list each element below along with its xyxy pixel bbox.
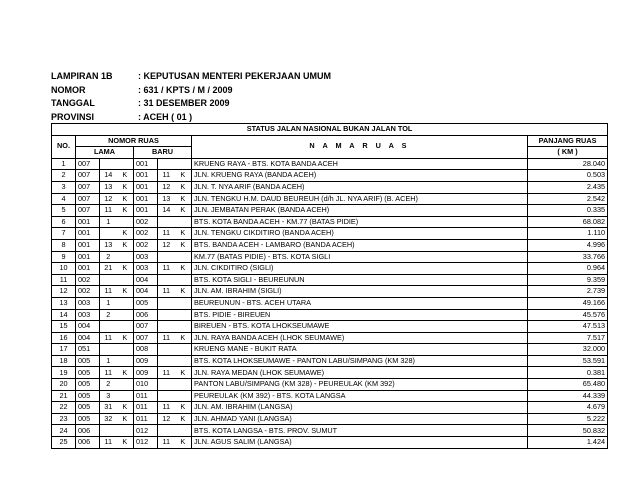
row-number: 4 — [52, 193, 76, 205]
baru-sub — [158, 216, 175, 228]
road-name: BEUREUNUN - BTS. ACEH UTARA — [192, 297, 528, 309]
baru-flag — [175, 344, 192, 356]
road-name: JLN. TENGKU H.M. DAUD BEUREUH (d/h JL. NYA ARIF) (B. ACEH) — [192, 193, 528, 205]
baru-code: 002 — [134, 239, 158, 251]
road-length: 2.739 — [528, 286, 608, 298]
row-number: 9 — [52, 251, 76, 263]
baru-sub — [158, 321, 175, 333]
lama-sub: 11 — [100, 205, 117, 217]
col-lama-header: LAMA — [76, 147, 134, 159]
lama-flag: K — [117, 181, 134, 193]
row-number: 16 — [52, 332, 76, 344]
lama-flag: K — [117, 402, 134, 414]
road-name: PEUREULAK (KM 392) - BTS. KOTA LANGSA — [192, 390, 528, 402]
tanggal-value: : 31 DESEMBER 2009 — [138, 98, 230, 108]
lama-code: 006 — [76, 437, 100, 449]
baru-sub — [158, 390, 175, 402]
road-name: KM.77 (BATAS PIDIE) - BTS. KOTA SIGLI — [192, 251, 528, 263]
row-number: 24 — [52, 425, 76, 437]
lama-code: 005 — [76, 402, 100, 414]
baru-flag: K — [175, 413, 192, 425]
road-name: JLN. RAYA MEDAN (LHOK SEUMAWE) — [192, 367, 528, 379]
baru-sub — [158, 379, 175, 391]
lama-sub: 11 — [100, 437, 117, 449]
lama-flag — [117, 251, 134, 263]
baru-sub: 11 — [158, 402, 175, 414]
baru-code: 005 — [134, 297, 158, 309]
baru-flag: K — [175, 402, 192, 414]
baru-sub: 12 — [158, 239, 175, 251]
baru-flag: K — [175, 181, 192, 193]
lama-sub — [100, 344, 117, 356]
table-row — [52, 321, 608, 333]
road-length: 65.480 — [528, 379, 608, 391]
baru-code: 001 — [134, 170, 158, 182]
baru-sub: 11 — [158, 170, 175, 182]
lama-sub: 3 — [100, 390, 117, 402]
lama-flag: K — [117, 413, 134, 425]
road-length: 32.000 — [528, 344, 608, 356]
tanggal-row — [51, 97, 331, 111]
table-body — [52, 158, 608, 448]
lama-sub — [100, 158, 117, 170]
road-length: 28.040 — [528, 158, 608, 170]
baru-code: 002 — [134, 216, 158, 228]
row-number: 10 — [52, 263, 76, 275]
baru-flag — [175, 216, 192, 228]
road-name: JLN. CIKDITIRO (SIGLI) — [192, 263, 528, 275]
lama-code: 002 — [76, 286, 100, 298]
baru-sub: 11 — [158, 263, 175, 275]
baru-code: 001 — [134, 181, 158, 193]
lama-sub — [100, 425, 117, 437]
lama-sub: 2 — [100, 309, 117, 321]
table-row — [52, 228, 608, 240]
table-row — [52, 286, 608, 298]
lampiran-row — [51, 70, 331, 84]
road-name: JLN. AM. IBRAHIM (LANGSA) — [192, 402, 528, 414]
road-length: 1.110 — [528, 228, 608, 240]
table-row — [52, 425, 608, 437]
table-row — [52, 239, 608, 251]
road-name: JLN. RAYA BANDA ACEH (LHOK SEUMAWE) — [192, 332, 528, 344]
table-row — [52, 413, 608, 425]
lama-sub: 14 — [100, 170, 117, 182]
lama-sub: 11 — [100, 286, 117, 298]
baru-code: 011 — [134, 413, 158, 425]
baru-sub — [158, 344, 175, 356]
row-number: 17 — [52, 344, 76, 356]
lama-code: 007 — [76, 193, 100, 205]
header-row-1 — [52, 135, 608, 147]
table-row — [52, 355, 608, 367]
lama-sub: 21 — [100, 263, 117, 275]
lama-code: 003 — [76, 309, 100, 321]
baru-code: 006 — [134, 309, 158, 321]
lama-sub: 11 — [100, 332, 117, 344]
lama-code: 007 — [76, 170, 100, 182]
lama-code: 002 — [76, 274, 100, 286]
nomor-value: : 631 / KPTS / M / 2009 — [138, 84, 233, 95]
baru-flag — [175, 425, 192, 437]
lama-flag — [117, 355, 134, 367]
status-title-row — [52, 124, 608, 136]
lama-code: 005 — [76, 367, 100, 379]
road-name: JLN. JEMBATAN PERAK (BANDA ACEH) — [192, 205, 528, 217]
lama-code: 001 — [76, 263, 100, 275]
baru-flag — [175, 355, 192, 367]
row-number: 2 — [52, 170, 76, 182]
status-title: STATUS JALAN NASIONAL BUKAN JALAN TOL — [52, 124, 608, 136]
baru-flag: K — [175, 437, 192, 449]
baru-sub: 11 — [158, 286, 175, 298]
road-name: BTS. BANDA ACEH - LAMBARO (BANDA ACEH) — [192, 239, 528, 251]
road-name: BTS. KOTA SIGLI - BEUREUNUN — [192, 274, 528, 286]
table-row — [52, 274, 608, 286]
baru-flag — [175, 390, 192, 402]
baru-code: 003 — [134, 263, 158, 275]
baru-flag — [175, 251, 192, 263]
road-length: 2.542 — [528, 193, 608, 205]
road-name: KRUENG MANE - BUKIT RATA — [192, 344, 528, 356]
baru-flag: K — [175, 239, 192, 251]
col-nama-ruas-header: N A M A R U A S — [192, 135, 528, 158]
lama-sub: 32 — [100, 413, 117, 425]
baru-flag: K — [175, 286, 192, 298]
table-row — [52, 379, 608, 391]
lama-sub: 1 — [100, 355, 117, 367]
nomor-label: NOMOR — [51, 84, 86, 95]
lama-flag — [117, 274, 134, 286]
table-row — [52, 170, 608, 182]
baru-code: 001 — [134, 158, 158, 170]
lama-sub: 1 — [100, 297, 117, 309]
baru-flag: K — [175, 367, 192, 379]
table-row — [52, 437, 608, 449]
road-length: 1.424 — [528, 437, 608, 449]
table-row — [52, 193, 608, 205]
lama-flag: K — [117, 367, 134, 379]
provinsi-row — [51, 111, 331, 125]
row-number: 22 — [52, 402, 76, 414]
baru-code: 001 — [134, 193, 158, 205]
baru-sub: 12 — [158, 413, 175, 425]
road-name: KRUENG RAYA - BTS. KOTA BANDA ACEH — [192, 158, 528, 170]
row-number: 14 — [52, 309, 76, 321]
road-length: 50.832 — [528, 425, 608, 437]
lama-sub: 2 — [100, 251, 117, 263]
baru-flag — [175, 309, 192, 321]
row-number: 13 — [52, 297, 76, 309]
road-length: 45.576 — [528, 309, 608, 321]
lama-code: 007 — [76, 181, 100, 193]
baru-flag: K — [175, 170, 192, 182]
table-row — [52, 309, 608, 321]
road-length: 44.339 — [528, 390, 608, 402]
road-status-table — [51, 123, 608, 449]
tanggal-label: TANGGAL — [51, 98, 95, 108]
table-row — [52, 367, 608, 379]
lama-code: 001 — [76, 216, 100, 228]
provinsi-value: : ACEH ( 01 ) — [138, 111, 193, 122]
lama-sub: 12 — [100, 193, 117, 205]
road-name: BTS. KOTA LANGSA - BTS. PROV. SUMUT — [192, 425, 528, 437]
row-number: 20 — [52, 379, 76, 391]
baru-sub — [158, 274, 175, 286]
road-name: JLN. T. NYA ARIF (BANDA ACEH) — [192, 181, 528, 193]
road-name: JLN. KRUENG RAYA (BANDA ACEH) — [192, 170, 528, 182]
baru-code: 007 — [134, 321, 158, 333]
road-length: 4.996 — [528, 239, 608, 251]
lama-sub — [100, 321, 117, 333]
baru-flag: K — [175, 332, 192, 344]
baru-code: 007 — [134, 332, 158, 344]
table-row — [52, 251, 608, 263]
lama-sub: 31 — [100, 402, 117, 414]
lama-code: 004 — [76, 332, 100, 344]
baru-flag: K — [175, 193, 192, 205]
table-row — [52, 344, 608, 356]
lama-code: 007 — [76, 205, 100, 217]
table-row — [52, 332, 608, 344]
table-row — [52, 181, 608, 193]
lama-flag: K — [117, 332, 134, 344]
road-length: 0.503 — [528, 170, 608, 182]
lampiran-value: : KEPUTUSAN MENTERI PEKERJAAN UMUM — [138, 71, 332, 81]
baru-flag: K — [175, 263, 192, 275]
row-number: 15 — [52, 321, 76, 333]
lama-sub: 1 — [100, 216, 117, 228]
row-number: 7 — [52, 228, 76, 240]
road-name: JLN. AHMAD YANI (LANGSA) — [192, 413, 528, 425]
row-number: 23 — [52, 413, 76, 425]
baru-sub: 11 — [158, 228, 175, 240]
lama-sub — [100, 274, 117, 286]
baru-sub: 11 — [158, 332, 175, 344]
baru-flag — [175, 158, 192, 170]
lama-flag: K — [117, 286, 134, 298]
baru-sub — [158, 355, 175, 367]
lama-sub: 13 — [100, 181, 117, 193]
lama-flag — [117, 321, 134, 333]
lama-code: 001 — [76, 239, 100, 251]
baru-code: 004 — [134, 286, 158, 298]
road-name: BTS. KOTA BANDA ACEH - KM.77 (BATAS PIDIE) — [192, 216, 528, 228]
baru-sub: 14 — [158, 205, 175, 217]
road-length: 53.591 — [528, 355, 608, 367]
lama-code: 005 — [76, 413, 100, 425]
baru-sub — [158, 425, 175, 437]
baru-sub — [158, 309, 175, 321]
road-name: BTS. PIDIE - BIREUEN — [192, 309, 528, 321]
baru-code: 009 — [134, 367, 158, 379]
row-number: 19 — [52, 367, 76, 379]
road-length: 4.679 — [528, 402, 608, 414]
road-length: 2.435 — [528, 181, 608, 193]
lama-flag: K — [117, 263, 134, 275]
col-km-header: ( KM ) — [528, 147, 608, 159]
road-length: 0.964 — [528, 263, 608, 275]
baru-flag — [175, 297, 192, 309]
lama-sub — [100, 228, 117, 240]
baru-code: 012 — [134, 425, 158, 437]
row-number: 25 — [52, 437, 76, 449]
lama-code: 007 — [76, 158, 100, 170]
baru-flag: K — [175, 228, 192, 240]
row-number: 1 — [52, 158, 76, 170]
lama-code: 001 — [76, 228, 100, 240]
baru-code: 004 — [134, 274, 158, 286]
lama-flag: K — [117, 205, 134, 217]
table-row — [52, 263, 608, 275]
road-length: 9.359 — [528, 274, 608, 286]
lama-sub: 13 — [100, 239, 117, 251]
road-name: JLN. AM. IBRAHIM (SIGLI) — [192, 286, 528, 298]
col-baru-header: BARU — [134, 147, 192, 159]
road-length: 0.381 — [528, 367, 608, 379]
lama-code: 004 — [76, 321, 100, 333]
table-row — [52, 297, 608, 309]
document-header — [51, 70, 331, 124]
road-length: 33.766 — [528, 251, 608, 263]
lama-code: 006 — [76, 425, 100, 437]
lama-flag: K — [117, 437, 134, 449]
baru-code: 010 — [134, 379, 158, 391]
baru-sub — [158, 297, 175, 309]
road-length: 47.513 — [528, 321, 608, 333]
baru-sub: 12 — [158, 181, 175, 193]
baru-code: 008 — [134, 344, 158, 356]
baru-code: 011 — [134, 390, 158, 402]
baru-sub — [158, 251, 175, 263]
road-length: 68.082 — [528, 216, 608, 228]
lama-sub: 11 — [100, 367, 117, 379]
lama-sub: 2 — [100, 379, 117, 391]
baru-flag — [175, 379, 192, 391]
road-length: 7.517 — [528, 332, 608, 344]
lama-code: 001 — [76, 251, 100, 263]
lama-flag — [117, 344, 134, 356]
row-number: 5 — [52, 205, 76, 217]
baru-sub: 13 — [158, 193, 175, 205]
row-number: 18 — [52, 355, 76, 367]
lama-code: 051 — [76, 344, 100, 356]
row-number: 8 — [52, 239, 76, 251]
baru-sub: 11 — [158, 437, 175, 449]
table-row — [52, 158, 608, 170]
lampiran-label: LAMPIRAN 1B — [51, 71, 113, 81]
lama-flag: K — [117, 239, 134, 251]
road-name: PANTON LABU/SIMPANG (KM 328) - PEUREULAK (KM 392) — [192, 379, 528, 391]
provinsi-label: PROVINSI — [51, 111, 95, 122]
road-name: BIREUEN - BTS. KOTA LHOKSEUMAWE — [192, 321, 528, 333]
table-row — [52, 205, 608, 217]
lama-code: 005 — [76, 355, 100, 367]
road-name: BTS. KOTA LHOKSEUMAWE - PANTON LABU/SIMPANG (KM 328) — [192, 355, 528, 367]
baru-flag: K — [175, 205, 192, 217]
baru-sub — [158, 158, 175, 170]
row-number: 6 — [52, 216, 76, 228]
col-nomor-ruas-header: NOMOR RUAS — [76, 135, 192, 147]
road-length: 0.335 — [528, 205, 608, 217]
col-panjang-header: PANJANG RUAS — [528, 135, 608, 147]
lama-flag: K — [117, 193, 134, 205]
table-row — [52, 402, 608, 414]
lama-code: 005 — [76, 379, 100, 391]
row-number: 21 — [52, 390, 76, 402]
baru-code: 002 — [134, 228, 158, 240]
lama-flag — [117, 309, 134, 321]
lama-code: 005 — [76, 390, 100, 402]
lama-flag: K — [117, 228, 134, 240]
lama-flag — [117, 158, 134, 170]
row-number: 12 — [52, 286, 76, 298]
baru-code: 003 — [134, 251, 158, 263]
lama-flag — [117, 216, 134, 228]
baru-code: 001 — [134, 205, 158, 217]
nomor-row — [51, 84, 331, 98]
baru-sub: 11 — [158, 367, 175, 379]
road-name: JLN. TENGKU CIKDITIRO (BANDA ACEH) — [192, 228, 528, 240]
row-number: 11 — [52, 274, 76, 286]
table-row — [52, 390, 608, 402]
lama-code: 003 — [76, 297, 100, 309]
lama-flag — [117, 297, 134, 309]
road-name: JLN. AGUS SALIM (LANGSA) — [192, 437, 528, 449]
baru-flag — [175, 321, 192, 333]
row-number: 3 — [52, 181, 76, 193]
lama-flag: K — [117, 170, 134, 182]
road-length: 5.222 — [528, 413, 608, 425]
col-no-header: NO. — [52, 135, 76, 158]
lama-flag — [117, 425, 134, 437]
baru-flag — [175, 274, 192, 286]
road-length: 49.166 — [528, 297, 608, 309]
lama-flag — [117, 379, 134, 391]
baru-code: 012 — [134, 437, 158, 449]
table-row — [52, 216, 608, 228]
baru-code: 009 — [134, 355, 158, 367]
baru-code: 011 — [134, 402, 158, 414]
lama-flag — [117, 390, 134, 402]
